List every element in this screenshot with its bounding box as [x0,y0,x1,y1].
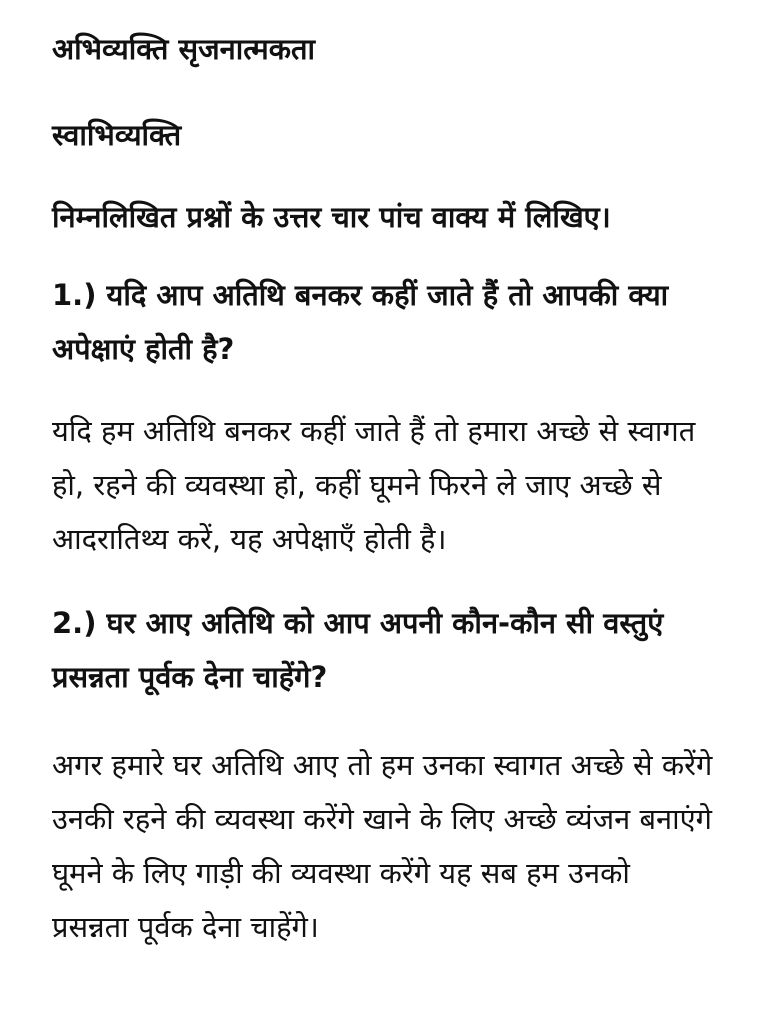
question-2: 2.) घर आए अतिथि को आप अपनी कौन-कौन सी वस्तुएं प्रसन्नता पूर्वक देना चाहेंगे? [52,606,664,694]
answer-2: अगर हमारे घर अतिथि आए तो हम उनका स्वागत अच्छे से करेंगे उनकी रहने की व्यवस्था करेंगे खाने के लिए अच्छे व्यंजन बनाएंगे घूमने के लिए गाड़ी की व्यवस्था करेंगे यह सब हम उनको प्रसन्नता पूर्वक देना चाहेंगे। [52,748,713,944]
question-1: 1.) यदि आप अतिथि बनकर कहीं जाते हैं तो आपकी क्या अपेक्षाएं होती है? [52,278,669,366]
instruction-text: निम्नलिखित प्रश्नों के उत्तर चार पांच वाक्य में लिखिए। [52,200,611,234]
heading-abhivyakti-srijanatmakta: अभिव्यक्ति सृजनात्मकता [52,32,316,66]
answer-1: यदि हम अतिथि बनकर कहीं जाते हैं तो हमारा अच्छे से स्वागत हो, रहने की व्यवस्था हो, कहीं घूमने फिरने ले जाए अच्छे से आदरातिथ्य करें, यह अपेक्षाएँ होती है। [52,414,696,556]
heading-swabhivyakti: स्वाभिव्यक्ति [52,118,182,152]
